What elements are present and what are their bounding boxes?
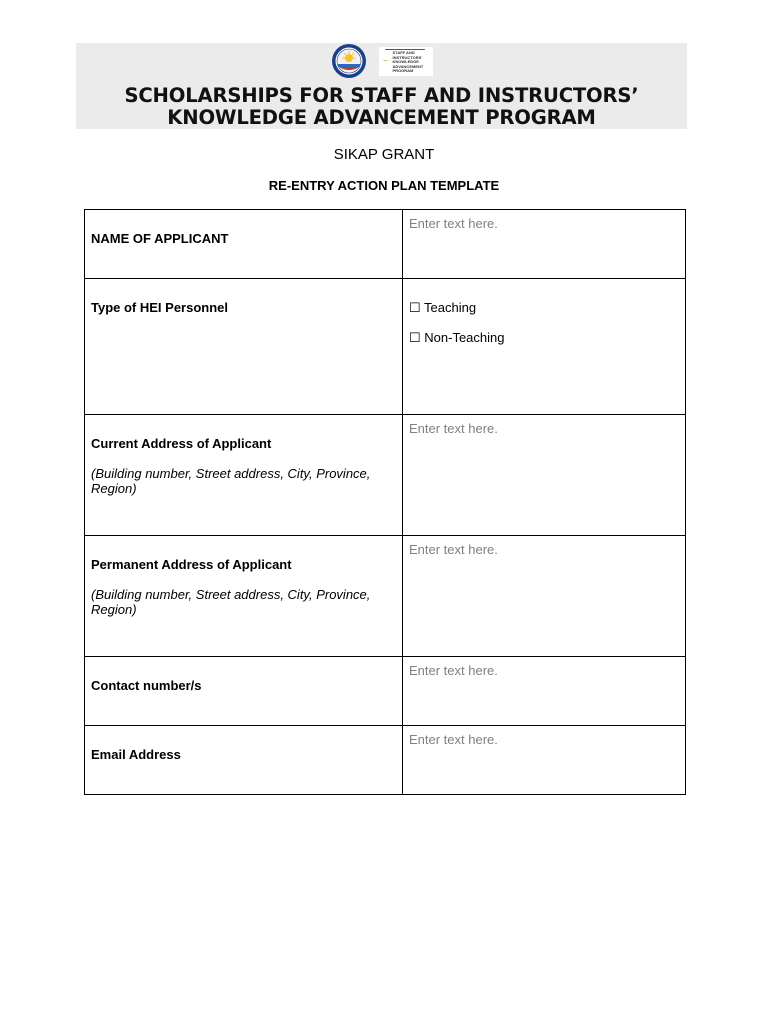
program-banner [76, 43, 687, 129]
table-row [85, 657, 686, 726]
placeholder-text: Enter text here. [409, 421, 498, 436]
logo-line: PROGRAM [392, 68, 414, 74]
program-title [76, 85, 687, 129]
contact-label-cell [85, 657, 403, 726]
program-title-line1: SCHOLARSHIPS FOR STAFF AND INSTRUCTORS’ [124, 84, 639, 107]
logo-strip [385, 49, 425, 50]
field-label: Permanent Address of Applicant [91, 557, 292, 572]
field-label: NAME OF APPLICANT [91, 231, 229, 246]
current-address-label-cell [85, 415, 403, 536]
field-label: Contact number/s [91, 678, 202, 693]
applicant-name-field[interactable] [403, 210, 686, 279]
contact-number-field[interactable] [403, 657, 686, 726]
placeholder-text: Enter text here. [409, 216, 498, 231]
logo-line: KNOWLEDGE [392, 59, 419, 65]
field-hint: (Building number, Street address, City, Province, Region) [91, 466, 371, 496]
name-label-cell [85, 210, 403, 279]
personnel-type-options [403, 279, 686, 415]
logo-line: STAFF AND [392, 50, 415, 56]
form-title: RE-ENTRY ACTION PLAN TEMPLATE [268, 178, 500, 193]
table-row [85, 210, 686, 279]
table-row [85, 726, 686, 795]
logo-line: INSTRUCTORS' [392, 54, 423, 60]
placeholder-text: Enter text here. [409, 732, 498, 747]
current-address-field[interactable] [403, 415, 686, 536]
email-address-field[interactable] [403, 726, 686, 795]
personnel-type-label-cell [85, 279, 403, 415]
logo-swirl: ~ [382, 56, 389, 65]
banner-logos [76, 45, 687, 77]
permanent-address-field[interactable] [403, 536, 686, 657]
placeholder-text: Enter text here. [409, 542, 498, 557]
logo-line: ADVANCEMENT [392, 63, 424, 69]
agency-seal-icon [331, 43, 367, 79]
table-row [85, 279, 686, 415]
application-form-table [84, 209, 686, 795]
email-label-cell [85, 726, 403, 795]
field-label: Current Address of Applicant [91, 436, 272, 451]
field-label: Email Address [91, 747, 181, 762]
non-teaching-checkbox[interactable]: ☐ Non-Teaching [409, 330, 505, 345]
program-title-line2: KNOWLEDGE ADVANCEMENT PROGRAM [167, 106, 596, 129]
table-row [85, 536, 686, 657]
field-label: Type of HEI Personnel [91, 300, 229, 315]
placeholder-text: Enter text here. [409, 663, 498, 678]
field-hint: (Building number, Street address, City, Province, Region) [91, 587, 371, 617]
teaching-checkbox[interactable]: ☐ Teaching [409, 300, 477, 315]
table-row [85, 415, 686, 536]
grant-title: SIKAP GRANT [333, 146, 435, 163]
siklab-program-logo-icon [379, 47, 433, 76]
permanent-address-label-cell [85, 536, 403, 657]
